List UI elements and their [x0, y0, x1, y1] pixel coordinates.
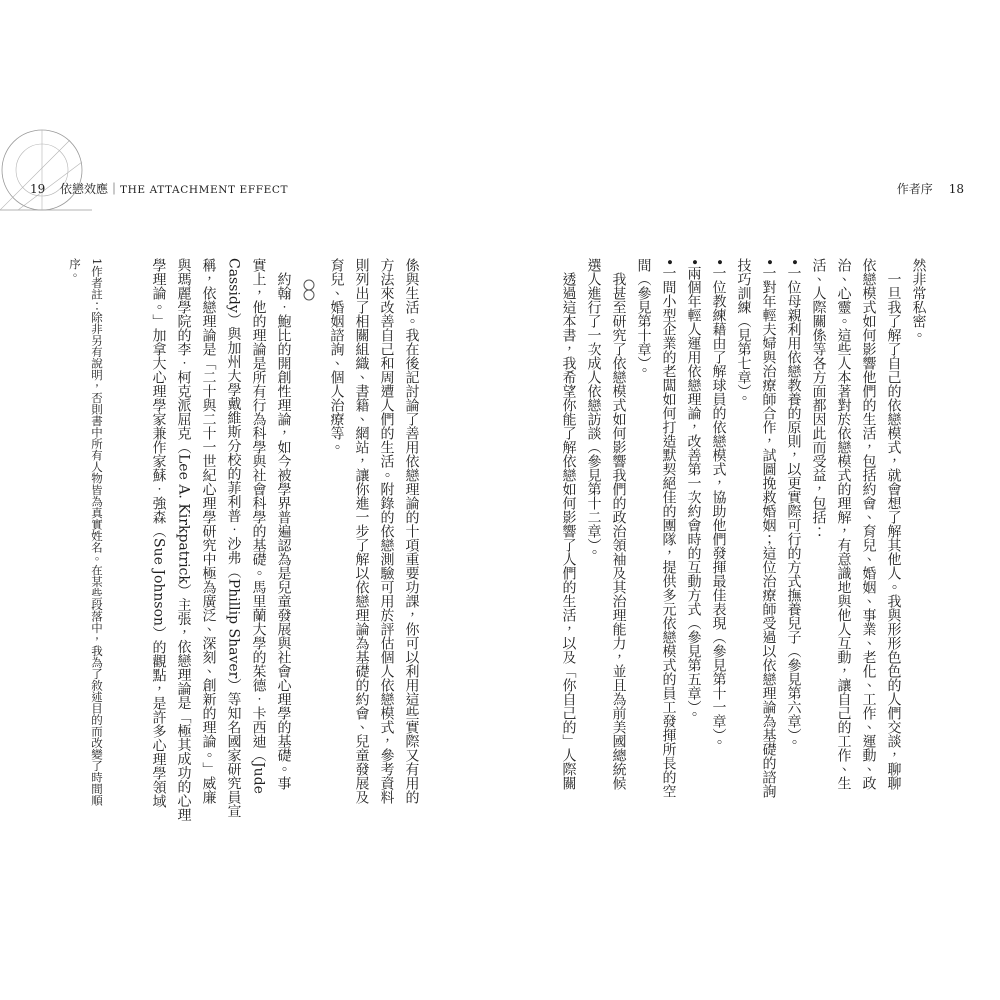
running-head-title: 依戀效應 — [60, 182, 109, 196]
text-column: 然非常私密。 — [910, 258, 927, 342]
text-column: 依戀模式如何影響他們的生活，包括約會、育兒、婚姻、事業、老化、工作、運動、政 — [860, 258, 877, 790]
text-column: •一位教練藉由了解球員的依戀模式，協助他們發揮最佳表現（參見第十一章）。 — [710, 258, 727, 750]
left-page-header — [30, 180, 288, 198]
text-column: 間（參見第十章）。 — [635, 258, 652, 377]
text-column: Cassidy）與加州大學戴維斯分校的菲利普．沙弗（Phillip Shaver）等知名國家研究員宣 — [225, 258, 242, 819]
right-page-body — [556, 258, 931, 828]
text-column: 技巧訓練（見第七章）。 — [735, 258, 752, 405]
left-page-body-section-2 — [146, 258, 296, 828]
text-column: •一間小型企業的老闆如何打造默契絕佳的團隊，提供多元依戀模式的員工發揮所長的空 — [660, 258, 677, 799]
right-page-header — [897, 180, 964, 198]
running-head-separator: ｜ — [108, 182, 121, 196]
text-column: 則列出了相關組織、書籍、網站，讓你進一步了解以依戀理論為基礎的約會、兒童發展及 — [353, 258, 370, 804]
text-column: 實上，他的理論是所有行為科學與社會科學的基礎。馬里蘭大學的茱德．卡西迪（Jude — [250, 258, 267, 794]
text-column: 稱，依戀理論是「二十與二十一世紀心理學研究中極為廣泛、深刻、創新的理論。」威廉 — [200, 258, 217, 804]
text-column: 與瑪麗學院的李．柯克派屈克（Lee A. Kirkpatrick）主張，依戀理論是「極其成功的心理 — [175, 258, 192, 822]
left-page-body-section-1 — [324, 258, 424, 828]
footnote-column: 1作者註：除非另有說明，否則書中所有人物皆為真實姓名。在某些段落中，我為了敘述目的而改變了時間順 — [90, 258, 104, 806]
text-column: 我甚至研究了依戀模式如何影響我們的政治領袖及其治理能力，並且為前美國總統候 — [610, 258, 627, 790]
footnote-column: 序。 — [68, 258, 82, 281]
section-break-ornament-icon — [300, 278, 318, 304]
text-column: 約翰．鮑比的開創性理論，如今被學界普遍認為是兒童發展與社會心理學的基礎。事 — [275, 258, 292, 790]
text-column: •一對年輕夫婦與治療師合作，試圖挽救婚姻；這位治療師受過以依戀理論為基礎的諮詢 — [760, 258, 777, 799]
text-column: 治、心靈。這些人本著對於依戀模式的理解，有意識地與他人互動，讓自己的工作、生 — [835, 258, 852, 790]
left-page-number: 19 — [30, 182, 46, 196]
text-column: 學理論。」加拿大心理學家兼作家蘇．強森（Sue Johnson）的觀點，是許多心理學領域 — [150, 258, 167, 809]
corner-ornament-icon — [0, 128, 100, 223]
text-column: 選人進行了一次成人依戀訪談（參見第十二章）。 — [585, 258, 602, 559]
text-column: 一旦我了解了自己的依戀模式，就會想了解其他人。我與形形色色的人們交談，聊聊 — [885, 258, 902, 790]
footnote — [64, 258, 108, 828]
running-head-english: THE ATTACHMENT EFFECT — [120, 184, 289, 196]
text-column: 透過這本書，我希望你能了解依戀如何影響了人們的生活，以及「你自己的」人際關 — [560, 258, 577, 790]
text-column: 活、人際關係等各方面都因此而受益，包括： — [810, 258, 827, 538]
text-column: 育兒、婚姻諮詢、個人治療等。 — [328, 258, 345, 454]
text-column: 方法來改善自己和周遭人們的生活。附錄的依戀測驗可用於評估個人依戀模式，參考資料 — [378, 258, 395, 804]
text-column: 係與生活。我在後記討論了善用依戀理論的十項重要功課，你可以利用這些實際又有用的 — [403, 258, 420, 804]
text-column: •兩個年輕人運用依戀理論，改善第一次約會時的互動方式（參見第五章）。 — [685, 258, 702, 722]
chapter-running-head: 作者序 — [896, 182, 933, 196]
right-page-number: 18 — [948, 182, 964, 196]
text-column: •一位母親利用依戀教養的原則，以更實際可行的方式撫養兒子（參見第六章）。 — [785, 258, 802, 750]
